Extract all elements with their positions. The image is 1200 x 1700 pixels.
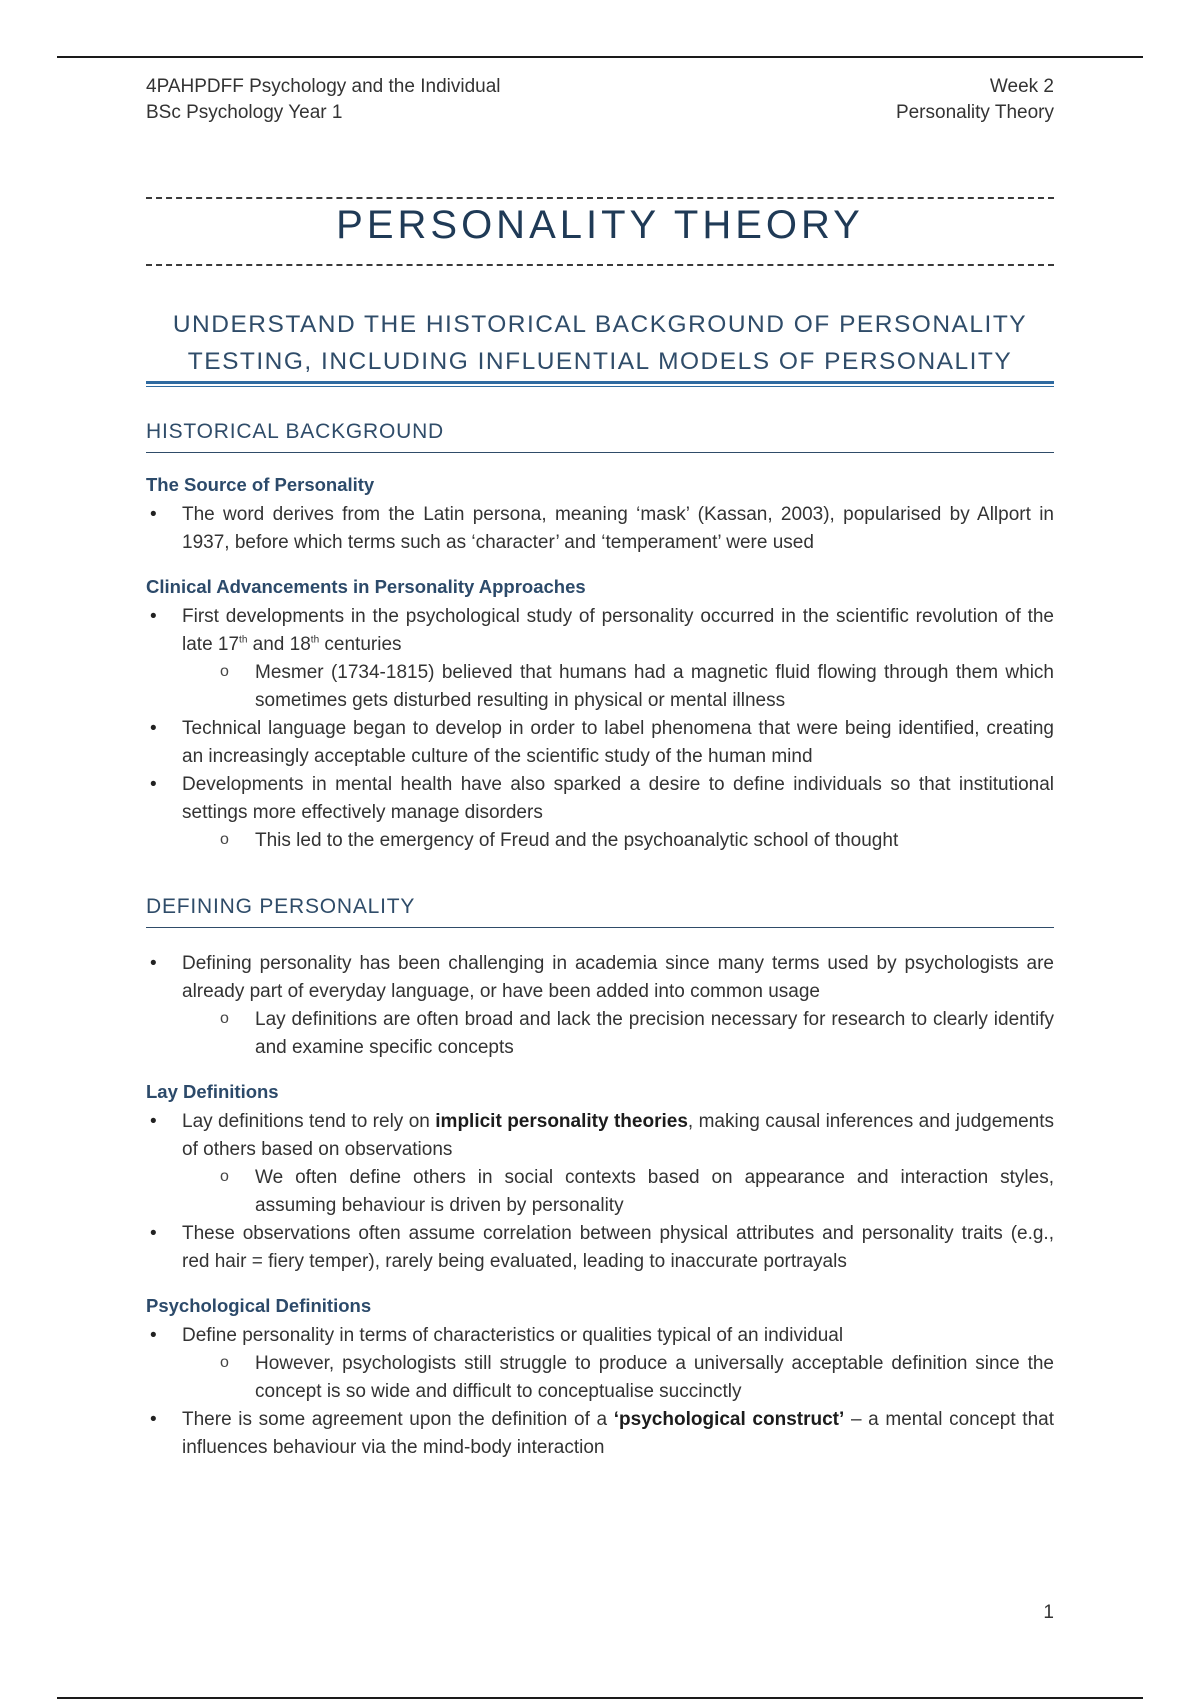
source-list	[146, 501, 1054, 557]
list-item: • The word derives from the Latin persona, meaning ‘mask’ (Kassan, 2003), popularised by Allport in 1937, before which terms such as ‘character’ and ‘temperament’ were used	[146, 501, 1054, 557]
list-item: • Lay definitions tend to rely on implicit personality theories, making causal inferences and judgements of others based on observations	[146, 1108, 1054, 1164]
list-subitem: o This led to the emergency of Freud and the psychoanalytic school of thought	[146, 827, 1054, 855]
section-heading-historical: HISTORICAL BACKGROUND	[146, 420, 1054, 453]
bottom-rule	[57, 1697, 1143, 1699]
lay-list	[146, 1108, 1054, 1276]
subheading-source: The Source of Personality	[146, 474, 375, 495]
objective-rule	[146, 381, 1054, 384]
list-subitem: o However, psychologists still struggle to produce a universally acceptable definition since the concept is so wide and difficult to conceptualise succinctly	[146, 1350, 1054, 1406]
list-item: • Define personality in terms of characteristics or qualities typical of an individual	[146, 1322, 1054, 1350]
list-item: • These observations often assume correlation between physical attributes and personality traits (e.g., red hair = fiery temper), rarely being evaluated, leading to inaccurate portrayals	[146, 1220, 1054, 1276]
objective-rule-thin	[146, 386, 1054, 387]
week-label: Week 2	[989, 76, 1054, 97]
list-item: • Technical language began to develop in order to label phenomena that were being identified, creating an increasingly acceptable culture of the scientific study of the human mind	[146, 715, 1054, 771]
module-title: 4PAHPDFF Psychology and the Individual	[146, 76, 501, 97]
document-body	[146, 420, 1054, 1462]
list-subitem: o Lay definitions are often broad and lack the precision necessary for research to clearly identify and examine specific concepts	[146, 1006, 1054, 1062]
topic-label: Personality Theory	[895, 102, 1054, 123]
title-dashed-rule-bottom	[146, 264, 1054, 266]
list-item: • First developments in the psychological study of personality occurred in the scientific revolution of the late 17th and 18th centuries	[146, 603, 1054, 659]
header-left	[146, 74, 501, 126]
learning-objective	[146, 306, 1054, 380]
subheading-psychological: Psychological Definitions	[146, 1295, 372, 1316]
subheading-clinical: Clinical Advancements in Personality Approaches	[146, 576, 586, 597]
list-item: • Developments in mental health have also sparked a desire to define individuals so that institutional settings more effectively manage disorders	[146, 771, 1054, 827]
title-dashed-rule-top	[146, 197, 1054, 199]
list-item: • Defining personality has been challenging in academia since many terms used by psychologists are already part of everyday language, or have been added into common usage	[146, 950, 1054, 1006]
objective-line-1: UNDERSTAND THE HISTORICAL BACKGROUND OF PERSONALITY	[172, 311, 1028, 338]
page-number: 1	[1043, 1602, 1054, 1623]
psychological-list	[146, 1322, 1054, 1462]
header-right	[896, 74, 1054, 126]
top-rule	[57, 56, 1143, 58]
defining-list	[146, 950, 1054, 1062]
subheading-lay: Lay Definitions	[146, 1081, 279, 1102]
course-year: BSc Psychology Year 1	[146, 102, 343, 123]
clinical-list	[146, 603, 1054, 855]
objective-line-2: TESTING, INCLUDING INFLUENTIAL MODELS OF PERSONALITY	[187, 348, 1013, 375]
list-subitem: o Mesmer (1734-1815) believed that humans had a magnetic fluid flowing through them which sometimes gets disturbed resulting in physical or mental illness	[146, 659, 1054, 715]
section-heading-defining: DEFINING PERSONALITY	[146, 895, 1054, 928]
list-subitem: o We often define others in social contexts based on appearance and interaction styles, assuming behaviour is driven by personality	[146, 1164, 1054, 1220]
page-title: PERSONALITY THEORY	[336, 203, 864, 247]
list-item: • There is some agreement upon the definition of a ‘psychological construct’ – a mental concept that influences behaviour via the mind-body interaction	[146, 1406, 1054, 1462]
